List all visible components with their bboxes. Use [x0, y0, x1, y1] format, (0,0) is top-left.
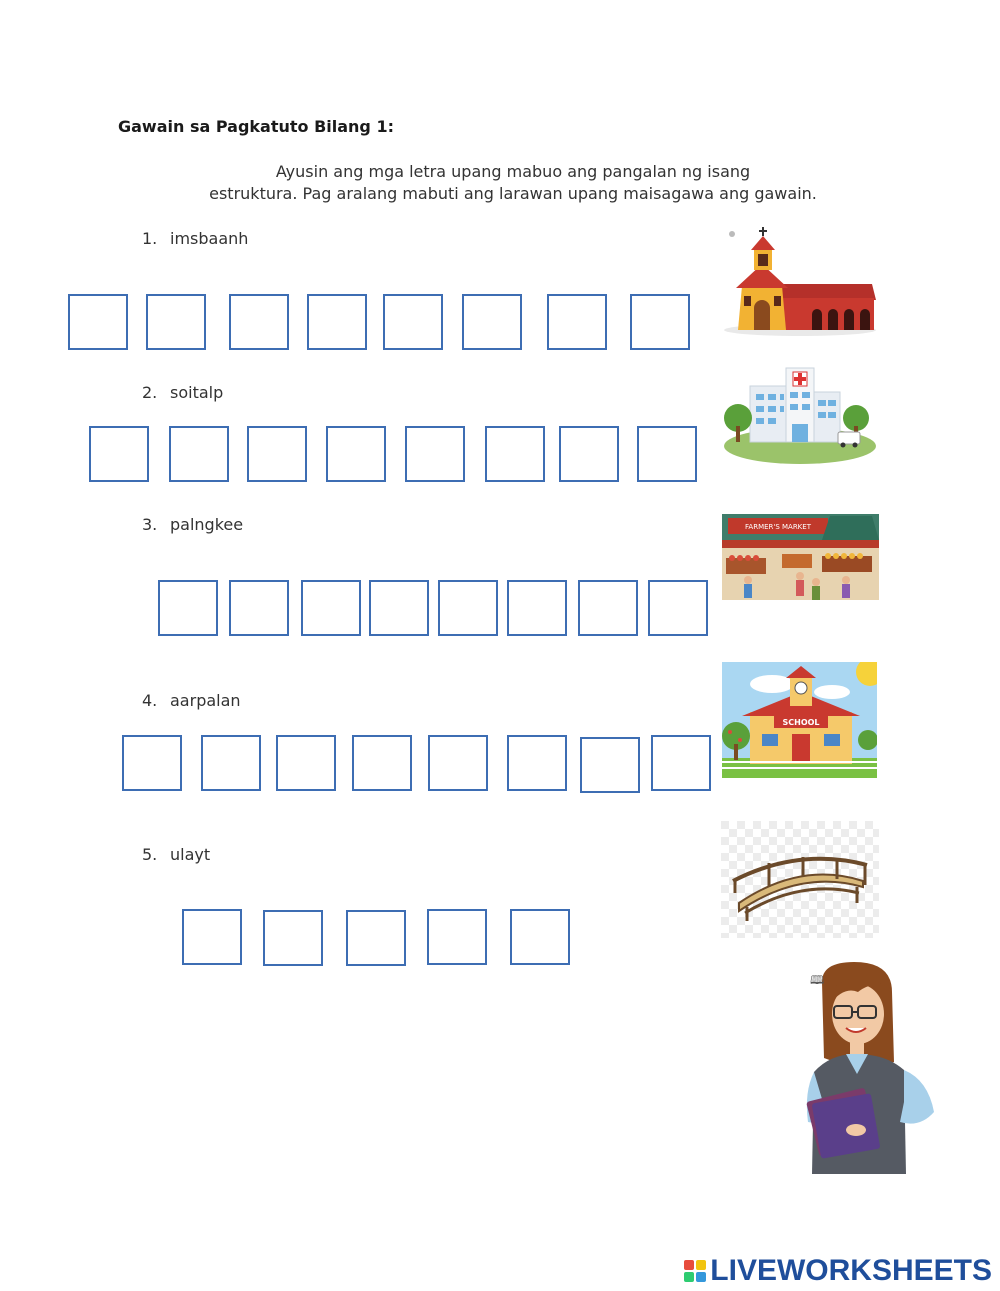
letter-box[interactable]: [229, 580, 289, 636]
item-number: 3.: [142, 515, 158, 534]
letter-box[interactable]: [276, 735, 336, 791]
letter-box[interactable]: [648, 580, 708, 636]
letter-box[interactable]: [559, 426, 619, 482]
liveworksheets-logo-icon: [684, 1260, 706, 1282]
letter-box[interactable]: [89, 426, 149, 482]
letter-box[interactable]: [405, 426, 465, 482]
letter-box[interactable]: [637, 426, 697, 482]
letter-box[interactable]: [229, 294, 289, 350]
instruction-line-2: estruktura. Pag aralang mabuti ang larawan upang maisagawa ang gawain.: [209, 184, 817, 203]
letter-box[interactable]: [346, 910, 406, 966]
worksheet-title: Gawain sa Pagkatuto Bilang 1:: [118, 117, 394, 136]
letter-box[interactable]: [630, 294, 690, 350]
item-5-label: [142, 845, 210, 864]
letter-box[interactable]: [383, 294, 443, 350]
scrambled-word: ulayt: [170, 845, 211, 864]
market-sign-text: FARMER'S MARKET: [745, 523, 811, 531]
letter-box[interactable]: [369, 580, 429, 636]
letter-box[interactable]: [651, 735, 711, 791]
logo-tile: [696, 1272, 706, 1282]
hospital-picture: [722, 362, 877, 470]
letter-box[interactable]: [307, 294, 367, 350]
letter-box[interactable]: [158, 580, 218, 636]
item-number: 4.: [142, 691, 158, 710]
logo-tile: [684, 1260, 694, 1270]
letter-box[interactable]: [201, 735, 261, 791]
letter-box[interactable]: [547, 294, 607, 350]
letter-box[interactable]: [507, 580, 567, 636]
letter-box[interactable]: [428, 735, 488, 791]
letter-box[interactable]: [146, 294, 206, 350]
scrambled-word: palngkee: [170, 515, 244, 534]
item-3-label: [142, 515, 243, 534]
letter-box[interactable]: [462, 294, 522, 350]
instructions: [150, 161, 876, 205]
letter-box[interactable]: [580, 737, 640, 793]
letter-box[interactable]: [507, 735, 567, 791]
item-number: 2.: [142, 383, 158, 402]
letter-box[interactable]: [438, 580, 498, 636]
logo-tile: [684, 1272, 694, 1282]
instruction-line-1: Ayusin ang mga letra upang mabuo ang pangalan ng isang: [275, 162, 751, 181]
letter-box[interactable]: [510, 909, 570, 965]
letter-box[interactable]: [68, 294, 128, 350]
letter-box[interactable]: [485, 426, 545, 482]
brand-footer: [684, 1254, 992, 1288]
market-picture: [722, 514, 879, 608]
item-number: 5.: [142, 845, 158, 864]
scrambled-word: imsbaanh: [170, 229, 249, 248]
item-1-label: [142, 229, 248, 248]
letter-box[interactable]: [578, 580, 638, 636]
item-4-label: [142, 691, 241, 710]
logo-tile: [696, 1260, 706, 1270]
letter-box[interactable]: [427, 909, 487, 965]
teacher-picture: [800, 962, 942, 1174]
letter-box[interactable]: [263, 910, 323, 966]
bridge-picture: [721, 821, 879, 938]
item-number: 1.: [142, 229, 158, 248]
letter-box[interactable]: [326, 426, 386, 482]
scrambled-word: soitalp: [170, 383, 224, 402]
svg-text:🕮: 🕮: [810, 973, 825, 987]
letter-box[interactable]: [169, 426, 229, 482]
letter-box[interactable]: [301, 580, 361, 636]
letter-box[interactable]: [247, 426, 307, 482]
item-2-label: [142, 383, 223, 402]
brand-name: LIVEWORKSHEETS: [710, 1254, 992, 1287]
letter-box[interactable]: [182, 909, 242, 965]
letter-box[interactable]: [122, 735, 182, 791]
church-picture: [722, 226, 878, 336]
letter-box[interactable]: [352, 735, 412, 791]
school-sign-text: SCHOOL: [782, 718, 820, 727]
scrambled-word: aarpalan: [170, 691, 241, 710]
school-picture: [722, 662, 877, 778]
